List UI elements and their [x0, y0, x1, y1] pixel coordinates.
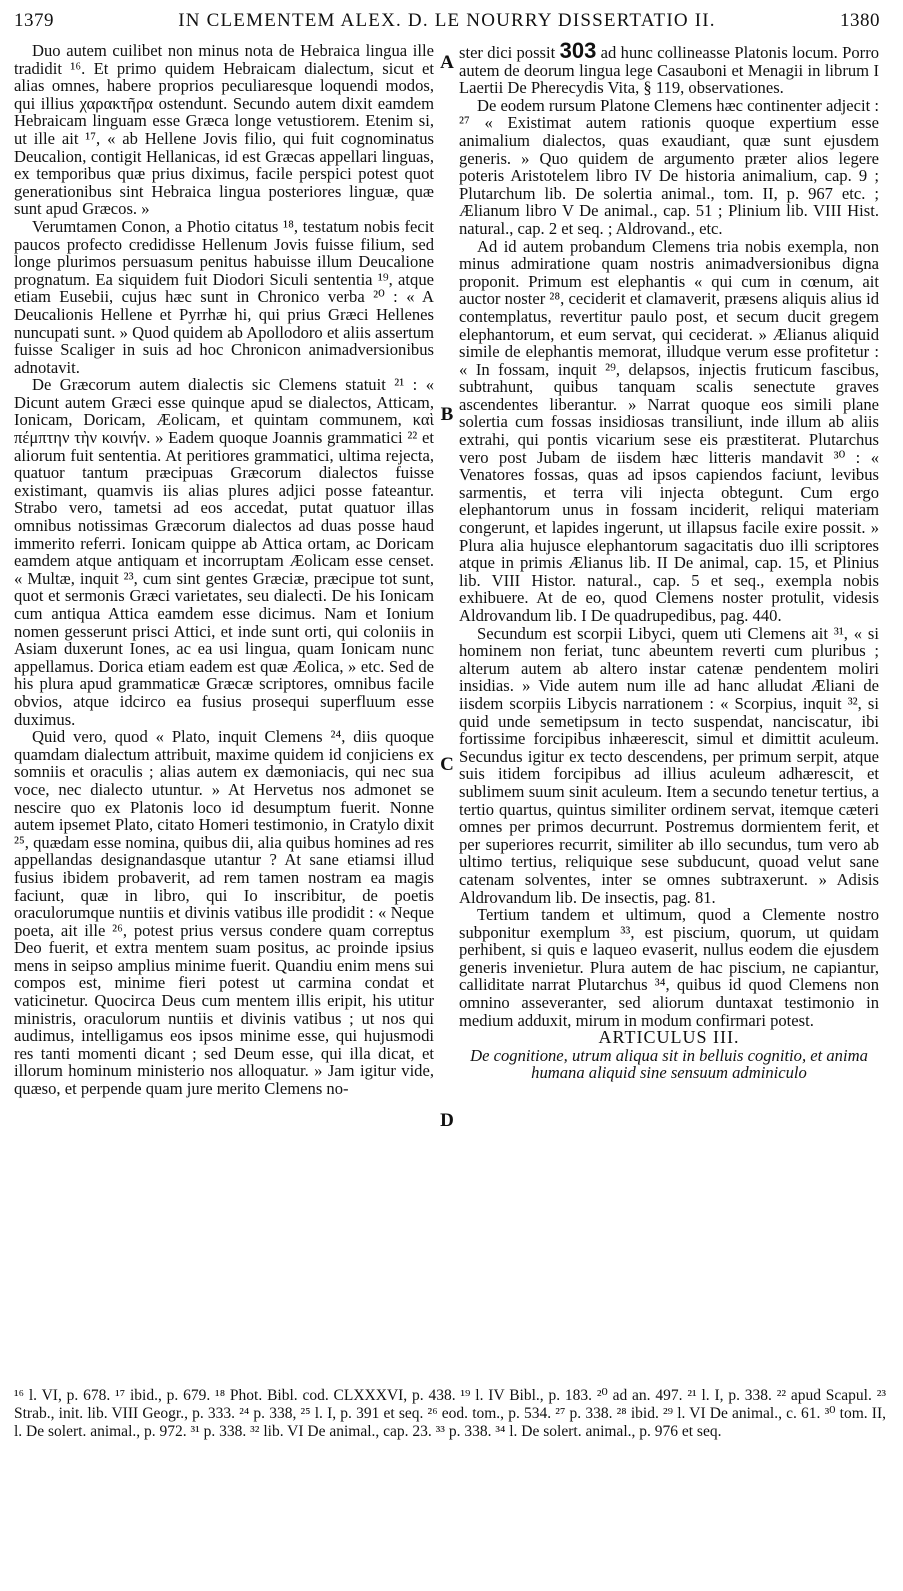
paragraph-continuation: ad hunc collineasse Platonis locum. Porro autem de deorum lingua lege Casauboni et Menagii in librum I Laertii De Pherecydis Vita, § 119, observationes. — [459, 43, 880, 98]
section-marker-a: A — [440, 52, 454, 73]
paragraph: Quid vero, quod « Plato, inquit Clemens ²⁴, diis quoque quamdam dialectum attribuit, maxime quidem id conjiciens ex somniis et oraculis ; alias autem ex dæmoniacis, qui nec sua voce, nec dialecto utuntur. » At Hervetus nos admonet se nescire quo ex Platonis loco id desumptum fuerit. Nonne autem ipsemet Plato, citato Homeri testimonio, in Cratylo dixit ²⁵, quædam esse nomina, quibus dii, alia quibus homines ad res appellandas designandasque utantur ? At sane etiamsi illud fusius ibidem probaverit, ad rem tamen nostram ea magis faciunt, quæ in libro, qui Io inscribitur, de poetis oraculorumque nuntiis et divinis vatibus ille prodidit : « Neque poeta, ait ille ²⁶, potest prius versus condere quam correptus Deo fuerit, et extra mentem suam positus, ac proinde ipsius mens in seipso amplius minime fuerit. Quandiu enim mens sui compos est, minime fieri potest ut carmina condat et vaticinetur. Quocirca Deus cum mentem illis eripit, his utitur ministris, oraculorum nuntiis et divinis vatibus ; ut nos qui audimus, intelligamus eos ipsos minime esse, qui hujusmodi res tanti momenti dicant ; sed Deum esse, qui illa dicat, et illorum hominum ministerio nos alloquatur. » Jam igitur vide, quæso, et perpende quam jure merito Clemens no- — [14, 727, 434, 1099]
paragraph: Verumtamen Conon, a Photio citatus ¹⁸, testatum nobis fecit paucos profecto credidisse Hellenum Jovis fuisse filium, sed longe plurimos persuasum penitus habuisse illum Deucalione prognatum. Ea siquidem fuit Diodori Siculi sententia ¹⁹, atque etiam Eusebii, cujus hæc sunt in Chronico verba ²⁰ : « A Deucalionis Hellene et Pyrrhæ hi, qui prius Græci Hellenes nuncupati sunt. » Quod quidem ab Apollodoro et aliis assertum fuisse Scaliger in suis ad hoc Chronicon animadversionibus adnotavit. — [14, 216, 434, 377]
footnotes: ¹⁶ l. VI, p. 678. ¹⁷ ibid., p. 679. ¹⁸ Phot. Bibl. cod. CLXXXVI, p. 438. ¹⁹ l. IV Bibl., p. 183. ²⁰ ad an. 497. ²¹ l. I, p. 338. ²² apud Scapul. ²³ Strab., init. lib. VIII Geogr., p. 333. ²⁴ p. 338, ²⁵ l. I, p. 391 et seq. ²⁶ eod. tom., p. 534. ²⁷ p. 338. ²⁸ ibid. ²⁹ l. VI De animal., c. 61. ³⁰ tom. II, l. De solert. animal., p. 972. ³¹ p. 338. ³² lib. VI De animal., cap. 23. ³³ p. 338. ³⁴ l. De solert. animal., p. 976 et seq. — [14, 1387, 886, 1440]
article-subtitle: De cognitione, utrum aliqua sit in belluis cognitio, et anima humana aliquid sine sensuum adminiculo — [470, 1045, 868, 1083]
page-number-left: 1379 — [14, 10, 54, 31]
paragraph-start: ster dici possit — [459, 43, 556, 62]
section-marker-c: C — [440, 754, 454, 775]
paragraph: De Græcorum autem dialectis sic Clemens statuit ²¹ : « Dicunt autem Græci esse quinque apud se dialectos, Atticam, Ionicam, Doricam, Æolicam, et quintam communem, καὶ πέμπτην τὴν κοινήν. » Eadem quoque Joannis grammatici ²² et aliorum fuit sententia. At peritiores grammatici, ultima rejecta, quatuor tantum præcipuas Græcorum dialectos fuisse existimant, quamvis iis alias plures adjici posse fateantur. Strabo vero, tametsi ad eos accedat, putat quatuor illas omnibus notissimas Græcorum dialectos ad duas posse haud immerito referri. Ionicam quippe ab Attica ortam, ac Doricam eamdem atque antiquam et incorruptam Æolicam esse censet. « Multæ, inquit ²³, cum sint gentes Græciæ, præcipue tot sunt, quot et sermonis Græci varietates, seu dialecti. De his Ionicam cum antiqua Attica eamdem esse dicimus. Nam et Ionium nomen gesserunt prisci Attici, et inde sunt orti, qui coloniis in Asiam duxerunt Iones, ac ea usi lingua, quam Ionicam nunc appellamus. Dorica etiam eadem est quæ Æolica, » etc. Sed de his plura apud grammaticæ Græcæ scriptores, omnibus facile obvios, atque idcirco ea fusius prosequi superfluum esse duximus. — [14, 375, 434, 729]
paragraph: Duo autem cuilibet non minus nota de Hebraica lingua ille tradidit ¹⁶. Et primo quidem Hebraicam dialectum, sicut et alias omnes, habere proprios peculiaresque loquendi modos, qui illius χαρακτῆρα ostendunt. Secundo autem dixit eamdem Hebraicam linguam esse Græca longe vetustiorem. Etenim si, ut ille ait ¹⁷, « ab Hellene Jovis filio, qui fuit cognominatus Deucalion, contigit Hellanicas, id est Græcas appellari linguas, ex temporibus quæ prius diximus, facile perspici potest quot generationibus sint Hebraica lingua posteriores linguæ, quæ sunt apud Græcos. » — [14, 41, 434, 219]
paragraph: Ad id autem probandum Clemens tria nobis exempla, non minus admiratione quam nostris animadversionibus digna proponit. Primum est elephantis « qui cum in cœnum, ait auctor noster ²⁸, ceciderit et clamaverit, præsens aliquis alius id contemplatus, revertitur paulo post, et secum ducit gregem elephantorum, et eum servat, qui ceciderat. » Ælianus aliquid simile de elephantis memorat, illudque verum esse profitetur : « In fossam, inquit ²⁹, delapsos, injectis fruticum fascibus, subtrahunt, quibus tanquam scalis senectute graves ascendentes liberantur. » Narrat quoque eos simili plane solertia cum fossas insidiosas transiliunt, inde illum ab aliis extrahi, qui pontis vicarium sese eis præstiterat. Plutarchus vero post Jubam de iisdem hæc litteris mandavit ³⁰ : « Venatores fossas, quas ad ipsos capiendos faciunt, levibus sarmentis, et terra vili injecta obtegunt. Cum ergo elephantorum unus in fossam inciderit, reliqui materiam congerunt, et lapides ingerunt, ut illapsus facile exire possit. » Plura alia hujusce elephantorum sagacitatis duo illi scriptores atque in primis Ælianus lib. II De animal, cap. 15, et Plinius lib. VIII Histor. natural., cap. 5 et seq., exempla nobis exhibuere. At de eo, quod Clemens noster protulit, videsis Aldrovandum lib. I De quadrupedibus, pag. 440. — [459, 236, 879, 625]
article-heading: ARTICULUS III. — [598, 1027, 740, 1048]
section-marker-b: B — [440, 404, 454, 425]
paragraph: Secundum est scorpii Libyci, quem uti Clemens ait ³¹, « si hominem non feriat, tunc abeuntem reverti cum pluribus ; alterum autem ab altero instar catenæ pendentem moliri insidias. » Vide autem num ille ad hanc alludat Æliani de iisdem scorpiis Libycis narrationem : « Scorpius, inquit ³², si quid unde semetipsum in tecto suspendat, nanciscatur, ibi fortissime forcipibus inhæerescit, simul et dimittit aculeum. Secundus igitur ex tecto descendens, per primum serpit, atque suis itidem forcipibus ad illius aculeum adhærescit, et sublimem suum sinit aculeum. Item a secundo tenetur tertius, a tertio quartus, quintus similiter ordinem servat, itemque cæteri omnes per primos decurrunt. Postremus dormientem ferit, et per superiores recurrit, similiter ab illo secundus, tum vero ab ultimo tertius, reliquique sese subducunt, quoad velut sane catenam solventes, inter se omnes subtraxerunt. » Adisis Aldrovandum lib. De insectis, pag. 81. — [459, 623, 879, 907]
inline-page-number: 303 — [559, 38, 597, 63]
page-header — [14, 8, 880, 34]
page-number-right: 1380 — [839, 10, 880, 31]
paragraph: Tertium tandem et ultimum, quod a Clemente nostro subponitur exemplum ³³, est piscium, quorum, ut quidam perhibent, si quis e laqueo evaserit, nullus eodem die ejusdem generis invenietur. Plura autem de hac piscium, ne capiantur, calliditate narrat Plutarchus ³⁴, quibus id quod Clemens non omnino asseveranter, sed aliorum duntaxat testimonio in medium adduxit, mirum in modum confirmari potest. — [459, 905, 879, 1030]
right-column — [459, 38, 880, 1083]
section-marker-d: D — [440, 1110, 454, 1131]
left-column — [14, 42, 434, 1098]
paragraph — [459, 38, 880, 98]
running-title: IN CLEMENTEM ALEX. D. LE NOURRY DISSERTATIO II. — [178, 10, 716, 31]
paragraph: De eodem rursum Platone Clemens hæc continenter adjecit : ²⁷ « Existimat autem rationis quoque expertium esse animalium dialectos, quas exaudiant, quæ sunt ejusdem generis. » Quo quidem de argumento præter alios legere poteris Aristotelem libro IV De historia animalium, cap. 9 ; Plutarchum lib. De solertia animal., tom. II, p. 967 etc. ; Ælianum libro V De animal., cap. 51 ; Plinium lib. VIII Hist. natural., cap. 2 et seq. ; Aldrovand., etc. — [459, 95, 879, 238]
